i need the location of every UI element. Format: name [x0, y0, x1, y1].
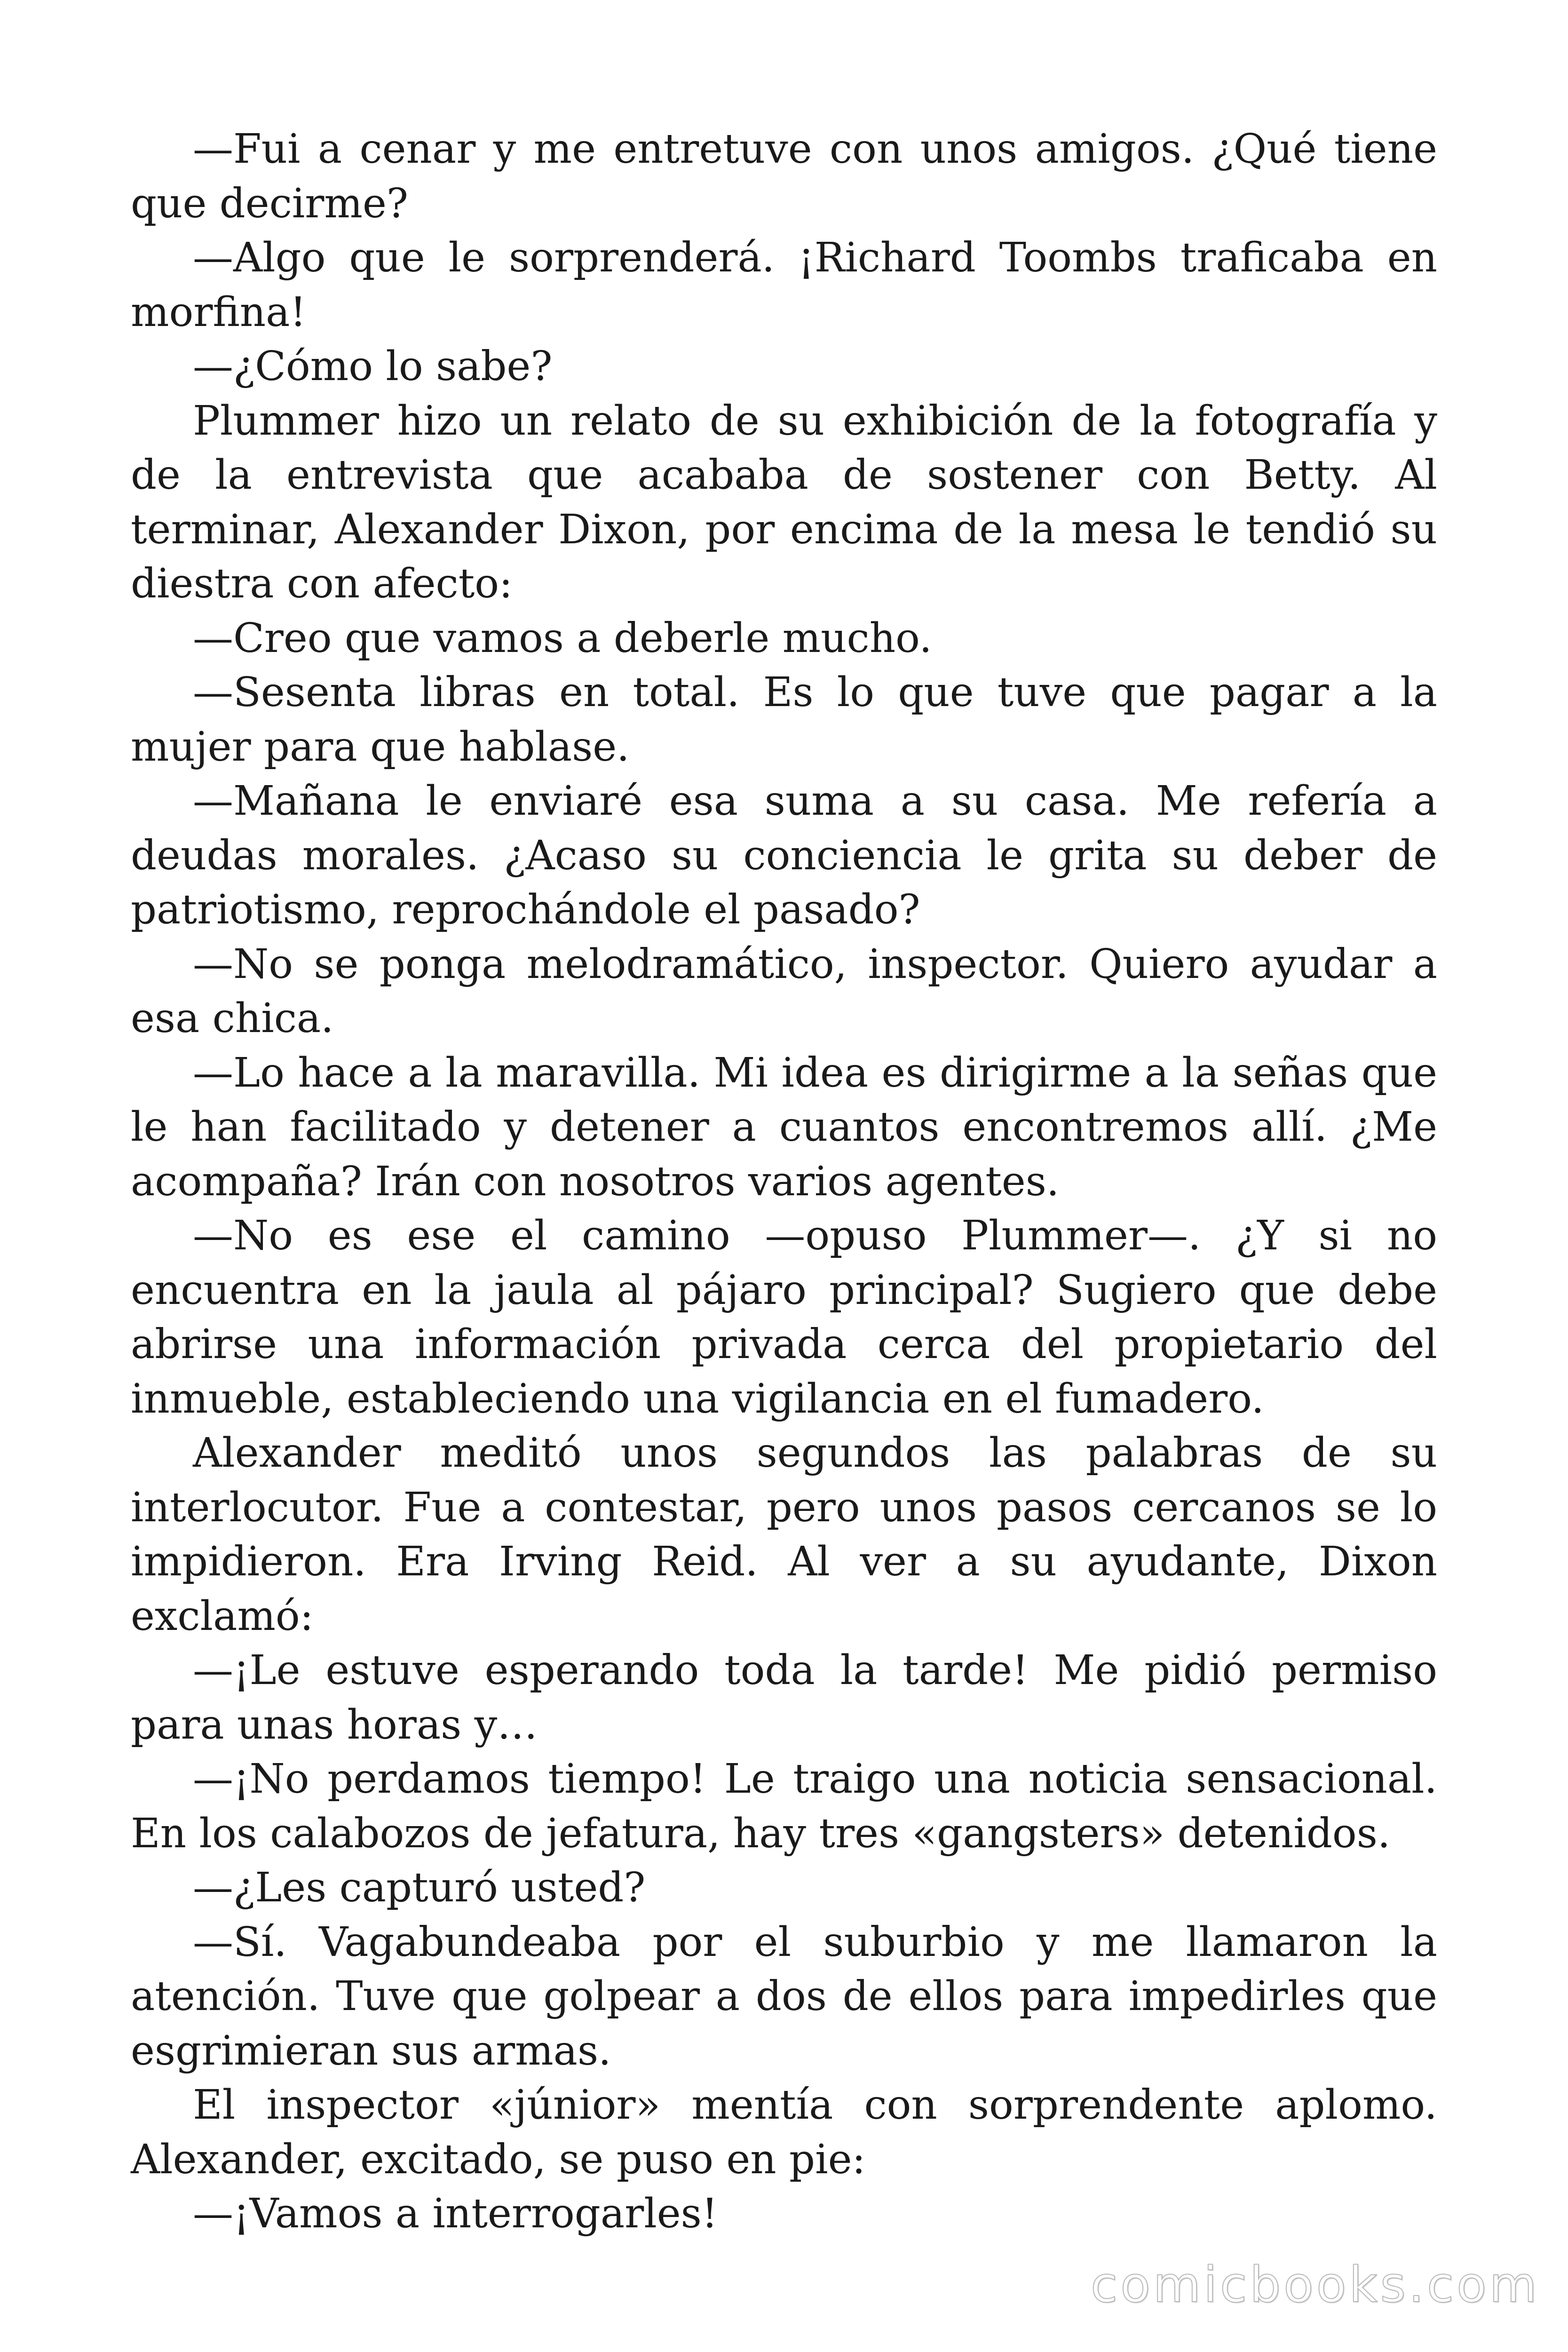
paragraph-4: Plummer hizo un relato de su exhibición de la fotografía y de la entrevista que acababa de sostener con Betty. Al terminar, Alexander Dixon, por encima de la mesa le tendió su diestra con afecto: [131, 397, 1437, 607]
paragraph-12: —¡Le estuve esperando toda la tarde! Me pidió permiso para unas horas y… [131, 1647, 1437, 1748]
paragraph-13: —¡No perdamos tiempo! Le traigo una noticia sensacional. En los calabozos de jefatura, hay tres «gangsters» detenidos. [131, 1756, 1437, 1857]
paragraph-2: —Algo que le sorprenderá. ¡Richard Toombs traficaba en morfina! [131, 234, 1437, 336]
paragraph-10: —No es ese el camino —opuso Plummer—. ¿Y si no encuentra en la jaula al pájaro principal? Sugiero que debe abrirse una información privada cerca del propietario del inmueble, estableciendo una vigilancia en el fumadero. [131, 1212, 1437, 1422]
page-body [131, 122, 1437, 2241]
paragraph-5: —Creo que vamos a deberle mucho. [193, 614, 932, 662]
paragraph-8: —No se ponga melodramático, inspector. Quiero ayudar a esa chica. [131, 940, 1437, 1042]
paragraph-3: —¿Cómo lo sabe? [193, 343, 553, 390]
paragraph-14: —¿Les capturó usted? [193, 1864, 646, 1911]
paragraph-17: —¡Vamos a interrogarles! [193, 2190, 718, 2237]
paragraph-1: —Fui a cenar y me entretuve con unos amigos. ¿Qué tiene que decirme? [131, 126, 1437, 227]
paragraph-15: —Sí. Vagabundeaba por el suburbio y me llamaron la atención. Tuve que golpear a dos de ellos para impedirles que esgrimieran sus armas. [131, 1918, 1437, 2074]
paragraph-7: —Mañana le enviaré esa suma a su casa. Me refería a deudas morales. ¿Acaso su conciencia le grita su deber de patriotismo, reprochándole el pasado? [131, 778, 1437, 933]
watermark: comicbooks.com [1090, 2256, 1540, 2313]
paragraph-11: Alexander meditó unos segundos las palabras de su interlocutor. Fue a contestar, pero unos pasos cercanos se lo impidieron. Era Irving Reid. Al ver a su ayudante, Dixon exclamó: [131, 1430, 1437, 1640]
paragraph-9: —Lo hace a la maravilla. Mi idea es dirigirme a la señas que le han facilitado y detener a cuantos encontremos allí. ¿Me acompaña? Irán con nosotros varios agentes. [131, 1049, 1437, 1205]
paragraph-6: —Sesenta libras en total. Es lo que tuve que pagar a la mujer para que hablase. [131, 669, 1437, 771]
paragraph-16: El inspector «júnior» mentía con sorprendente aplomo. Alexander, excitado, se puso en pie: [131, 2082, 1437, 2183]
